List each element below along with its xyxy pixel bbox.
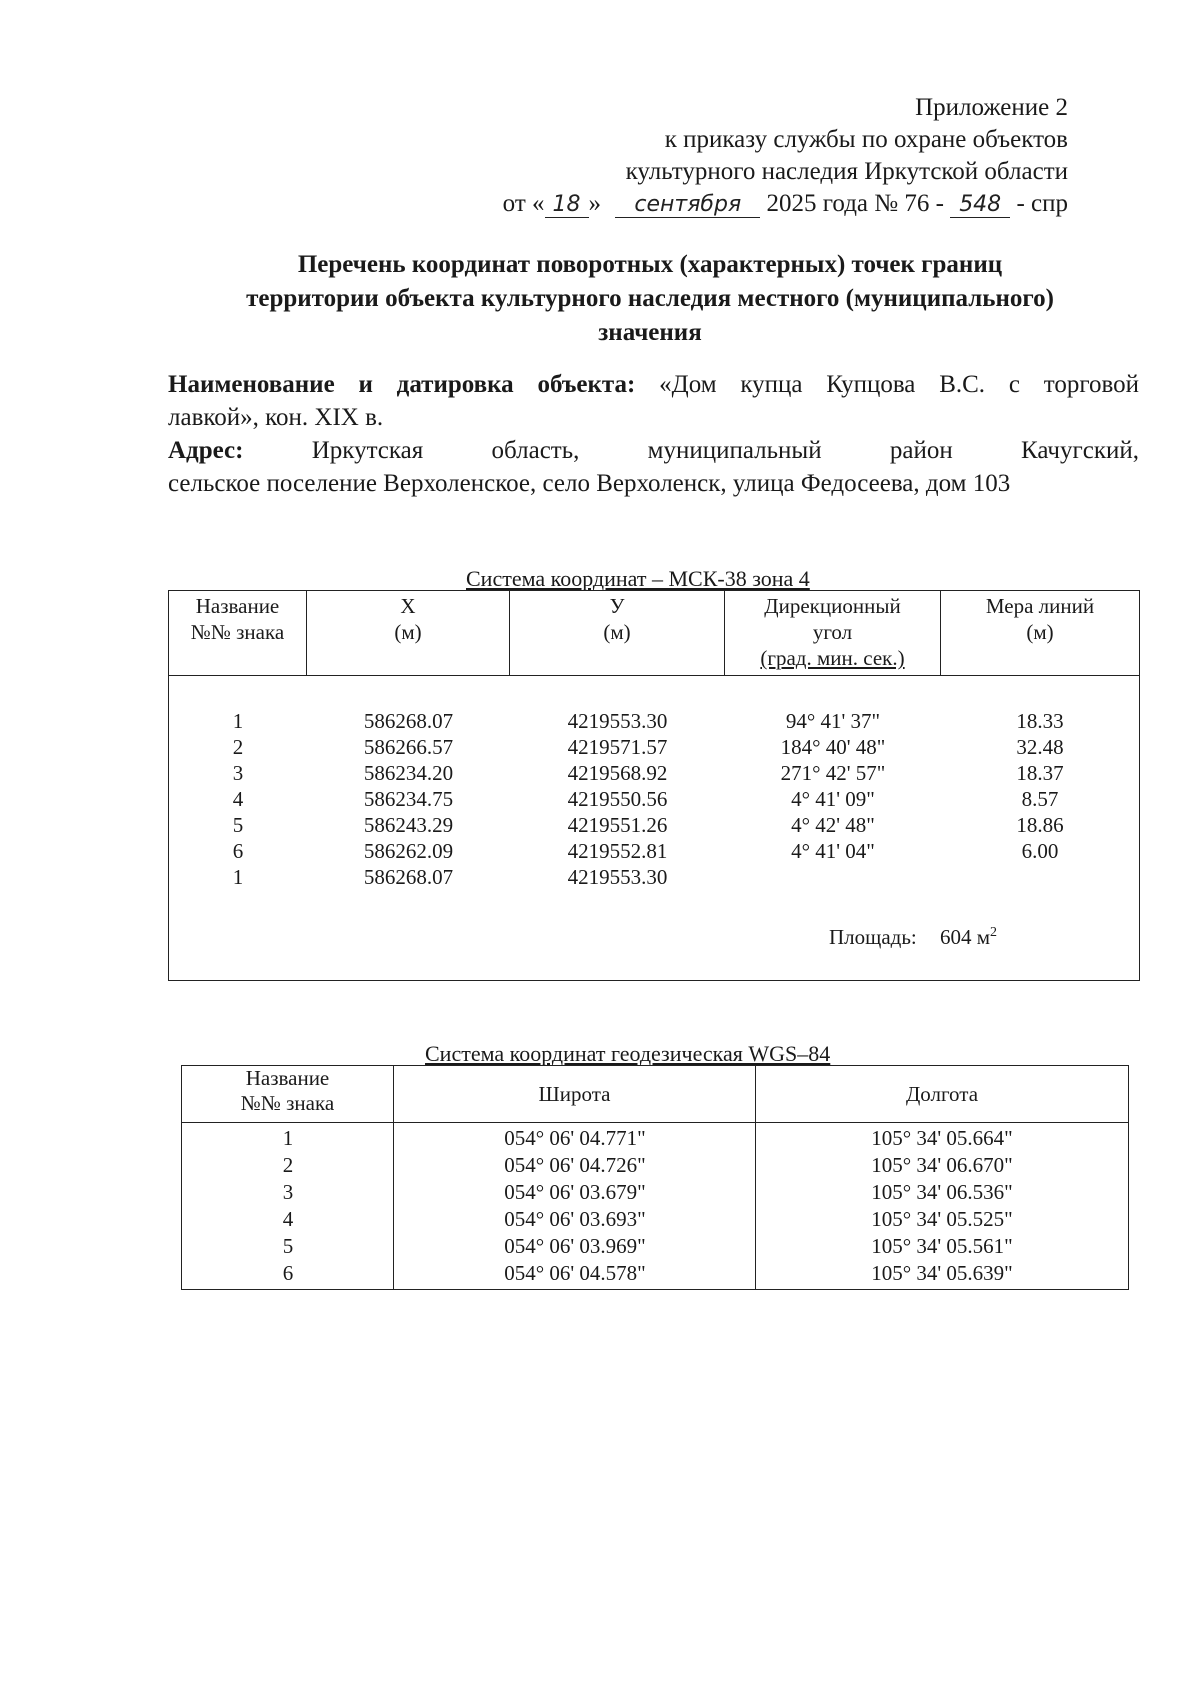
cell-angle: 4° 42' 48" bbox=[791, 813, 875, 837]
object-name-value: «Дом купца Купцова В.С. с торговой bbox=[659, 371, 1139, 398]
cell-y: 4219552.81 bbox=[567, 839, 668, 863]
cell-length: 18.33 bbox=[1016, 709, 1064, 733]
document-title bbox=[160, 248, 1140, 350]
header-x-l1: Х bbox=[400, 594, 416, 618]
header-y-l1: У bbox=[609, 594, 625, 618]
header-angle-l3: (град. мин. сек.) bbox=[760, 646, 905, 670]
cell-length: 18.37 bbox=[1016, 761, 1064, 785]
cell-angle: 184° 40' 48" bbox=[780, 735, 886, 759]
cell-y: 4219551.26 bbox=[567, 813, 668, 837]
header-angle-l2: угол bbox=[812, 620, 853, 644]
cell-point-number: 6 bbox=[232, 839, 244, 863]
cell-point-number: 3 bbox=[232, 761, 244, 785]
table-row bbox=[169, 837, 1139, 865]
header-point-name bbox=[169, 591, 307, 675]
cell-x: 586268.07 bbox=[363, 865, 454, 889]
cell-angle: 4° 41' 04" bbox=[791, 839, 875, 863]
table-row bbox=[182, 1152, 1128, 1179]
cell-angle: 94° 41' 37" bbox=[785, 709, 881, 733]
table-row bbox=[169, 863, 1139, 891]
table1-caption: Система координат – МСК-38 зона 4 bbox=[466, 566, 810, 591]
cell-length: 6.00 bbox=[1021, 839, 1059, 863]
header-longitude: Долгота bbox=[905, 1082, 979, 1106]
address-line-1 bbox=[168, 434, 1139, 467]
header-point-name-l1: Название bbox=[245, 1066, 330, 1090]
header-y bbox=[510, 591, 725, 675]
cell-point-number: 3 bbox=[282, 1180, 294, 1204]
cell-x: 586234.75 bbox=[363, 787, 454, 811]
cell-longitude: 105° 34' 06.536" bbox=[871, 1180, 1013, 1204]
order-day-handwritten: 18 bbox=[545, 193, 589, 218]
header-point-name bbox=[182, 1066, 394, 1122]
table-row bbox=[182, 1260, 1128, 1287]
order-prefix: от « bbox=[502, 190, 545, 217]
cell-x: 586266.57 bbox=[363, 735, 454, 759]
cell-y: 4219553.30 bbox=[567, 865, 668, 889]
cell-latitude: 054° 06' 04.578" bbox=[504, 1261, 646, 1285]
address-value: Иркутская область, муниципальный район Качугский, bbox=[311, 437, 1140, 464]
table-row bbox=[182, 1179, 1128, 1206]
cell-longitude: 105° 34' 05.561" bbox=[871, 1234, 1013, 1258]
header-x-l2: (м) bbox=[394, 620, 422, 644]
cell-y: 4219553.30 bbox=[567, 709, 668, 733]
title-line-1: Перечень координат поворотных (характерных) точек границ bbox=[297, 251, 1003, 278]
order-year-text: 2025 года № 76 - bbox=[766, 190, 944, 217]
order-quote-close: » bbox=[588, 190, 602, 217]
table-row bbox=[169, 707, 1139, 735]
cell-point-number: 6 bbox=[282, 1261, 294, 1285]
cell-length: 8.57 bbox=[1021, 787, 1059, 811]
cell-latitude: 054° 06' 03.693" bbox=[504, 1207, 646, 1231]
cell-x: 586268.07 bbox=[363, 709, 454, 733]
appendix-number: Приложение 2 bbox=[915, 94, 1068, 121]
object-name-label: Наименование и датировка объекта: bbox=[168, 371, 636, 398]
header-angle bbox=[725, 591, 941, 675]
table-row bbox=[169, 733, 1139, 761]
area-row bbox=[829, 919, 997, 951]
cell-length: 18.86 bbox=[1016, 813, 1064, 837]
cell-latitude: 054° 06' 03.969" bbox=[504, 1234, 646, 1258]
cell-x: 586234.20 bbox=[363, 761, 454, 785]
table-row bbox=[182, 1233, 1128, 1260]
header-point-name-l1: Название bbox=[195, 594, 280, 618]
cell-y: 4219568.92 bbox=[567, 761, 668, 785]
cell-point-number: 2 bbox=[232, 735, 244, 759]
header-point-name-l2: №№ знака bbox=[240, 1091, 335, 1115]
cell-point-number: 5 bbox=[232, 813, 244, 837]
cell-latitude: 054° 06' 04.726" bbox=[504, 1153, 646, 1177]
cell-x: 586262.09 bbox=[363, 839, 454, 863]
cell-y: 4219571.57 bbox=[567, 735, 668, 759]
cell-y: 4219550.56 bbox=[567, 787, 668, 811]
cell-point-number: 2 bbox=[282, 1153, 294, 1177]
cell-point-number: 1 bbox=[232, 865, 244, 889]
cell-length: 32.48 bbox=[1016, 735, 1064, 759]
object-name-line-1 bbox=[168, 368, 1139, 401]
cell-point-number: 5 bbox=[282, 1234, 294, 1258]
address-line-2: сельское поселение Верхоленское, село Верхоленск, улица Федосеева, дом 103 bbox=[168, 470, 1011, 497]
header-angle-l1: Дирекционный bbox=[764, 594, 901, 618]
cell-point-number: 4 bbox=[232, 787, 244, 811]
cell-latitude: 054° 06' 03.679" bbox=[504, 1180, 646, 1204]
cell-angle: 271° 42' 57" bbox=[780, 761, 886, 785]
object-info bbox=[168, 368, 1139, 500]
table-row bbox=[182, 1206, 1128, 1233]
area-label: Площадь: bbox=[829, 925, 917, 949]
header-latitude: Широта bbox=[394, 1066, 756, 1122]
cell-longitude: 105° 34' 05.664" bbox=[871, 1126, 1013, 1150]
table2-caption: Система координат геодезическая WGS–84 bbox=[425, 1041, 831, 1066]
header-point-name-l2: №№ знака bbox=[190, 620, 285, 644]
order-month-handwritten: сентября bbox=[615, 193, 760, 218]
cell-latitude: 054° 06' 04.771" bbox=[504, 1126, 646, 1150]
order-date-line bbox=[503, 188, 1068, 220]
address-label: Адрес: bbox=[168, 437, 244, 464]
header-x bbox=[307, 591, 510, 675]
title-line-2: территории объекта культурного наследия местного (муниципального) bbox=[246, 285, 1054, 312]
header-divider bbox=[169, 675, 1139, 676]
order-reference-line: к приказу службы по охране объектов bbox=[664, 126, 1068, 153]
order-number-handwritten: 548 bbox=[950, 193, 1010, 218]
table-row bbox=[169, 759, 1139, 787]
order-suffix: - спр bbox=[1016, 190, 1068, 217]
cell-x: 586243.29 bbox=[363, 813, 454, 837]
msk-coordinates-table bbox=[168, 590, 1140, 981]
cell-longitude: 105° 34' 06.670" bbox=[871, 1153, 1013, 1177]
header-divider bbox=[182, 1122, 1128, 1123]
table-row bbox=[169, 785, 1139, 813]
cell-point-number: 4 bbox=[282, 1207, 294, 1231]
cell-point-number: 1 bbox=[282, 1126, 294, 1150]
wgs84-coordinates-table bbox=[181, 1065, 1129, 1290]
order-authority-line: культурного наследия Иркутской области bbox=[625, 158, 1068, 185]
table-row bbox=[182, 1125, 1128, 1152]
object-name-line-2: лавкой», кон. XIX в. bbox=[168, 404, 384, 431]
cell-longitude: 105° 34' 05.639" bbox=[871, 1261, 1013, 1285]
area-value bbox=[940, 925, 997, 949]
header-length-l1: Мера линий bbox=[985, 594, 1095, 618]
area-unit-superscript: 2 bbox=[990, 925, 998, 940]
header-length bbox=[941, 591, 1139, 675]
title-line-3: значения bbox=[598, 319, 702, 346]
header-y-l2: (м) bbox=[603, 620, 631, 644]
area-value-number: 604 м bbox=[939, 925, 991, 949]
cell-point-number: 1 bbox=[232, 709, 244, 733]
cell-angle: 4° 41' 09" bbox=[791, 787, 875, 811]
header-length-l2: (м) bbox=[1026, 620, 1054, 644]
table-row bbox=[169, 811, 1139, 839]
cell-longitude: 105° 34' 05.525" bbox=[871, 1207, 1013, 1231]
